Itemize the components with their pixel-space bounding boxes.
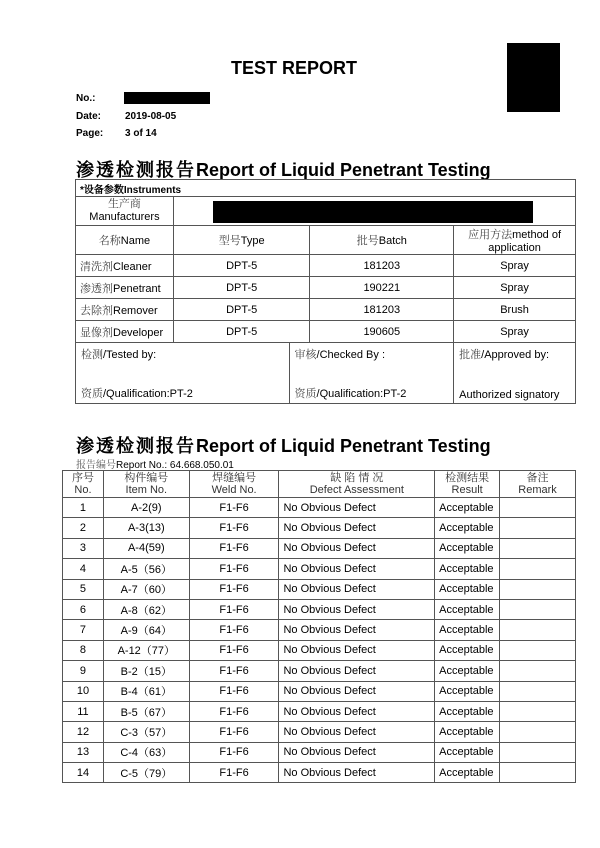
row-result: Acceptable: [435, 620, 500, 640]
col-remark-zh: 备注: [526, 472, 549, 484]
instrument-method: Spray: [454, 321, 576, 343]
table-row: [63, 579, 576, 599]
row-defect: No Obvious Defect: [279, 763, 435, 783]
col-defect: [279, 471, 435, 498]
row-item: A-5（56）: [103, 559, 189, 579]
row-weld: F1-F6: [189, 661, 279, 681]
row-defect: No Obvious Defect: [279, 661, 435, 681]
col-result: [435, 471, 500, 498]
meta-date: [76, 111, 176, 122]
instruments-table: [75, 179, 576, 404]
redacted-manufacturer: [213, 201, 533, 223]
tested-zh: 检测: [81, 349, 103, 361]
row-remark: [500, 742, 576, 762]
row-defect: No Obvious Defect: [279, 722, 435, 742]
row-result: Acceptable: [435, 742, 500, 762]
report-title: TEST REPORT: [230, 58, 357, 78]
row-item: B-4（61）: [103, 681, 189, 701]
col-result-en: Result: [451, 484, 483, 496]
row-weld: F1-F6: [189, 599, 279, 619]
row-result: Acceptable: [435, 538, 500, 558]
table-row: [63, 559, 576, 579]
instrument-type: DPT-5: [173, 321, 310, 343]
row-defect: No Obvious Defect: [279, 559, 435, 579]
instrument-row: [76, 255, 576, 277]
row-no: 4: [63, 559, 104, 579]
row-defect: No Obvious Defect: [279, 538, 435, 558]
row-no: 12: [63, 722, 104, 742]
row-item: C-3（57）: [103, 722, 189, 742]
meta-page: [76, 128, 157, 139]
table-row: [63, 742, 576, 762]
row-remark: [500, 640, 576, 660]
instruments-label: *设备参数Instruments: [76, 180, 576, 197]
col-name-zh: 名称: [98, 235, 121, 247]
row-no: 1: [63, 498, 104, 518]
row-defect: No Obvious Defect: [279, 579, 435, 599]
row-result: Acceptable: [435, 701, 500, 721]
row-defect: No Obvious Defect: [279, 620, 435, 640]
instrument-name-en: Developer: [113, 326, 164, 339]
approved-en: /Approved by:: [481, 349, 550, 361]
row-weld: F1-F6: [189, 620, 279, 640]
row-remark: [500, 579, 576, 599]
row-item: C-4（63）: [103, 742, 189, 762]
row-no: 6: [63, 599, 104, 619]
row-item: A-2(9): [103, 498, 189, 518]
col-item: [103, 471, 189, 498]
instrument-name-zh: 渗透剂: [80, 282, 113, 295]
col-defect-en: Defect Assessment: [309, 484, 404, 496]
col-defect-zh: 缺 陷 情 况: [330, 472, 384, 484]
checked-qualification: [295, 385, 407, 401]
row-no: 8: [63, 640, 104, 660]
page-value: 3 of 14: [125, 128, 157, 139]
col-remark: [500, 471, 576, 498]
instrument-row: [76, 299, 576, 321]
row-remark: [500, 701, 576, 721]
instrument-name: [76, 299, 174, 321]
row-defect: No Obvious Defect: [279, 701, 435, 721]
table-row: [63, 722, 576, 742]
row-weld: F1-F6: [189, 538, 279, 558]
col-type-zh: 型号: [218, 235, 241, 247]
table-row: [63, 518, 576, 538]
table-row: [63, 763, 576, 783]
col-remark-en: Remark: [518, 484, 557, 496]
row-item: A-3(13): [103, 518, 189, 538]
table-row: [63, 661, 576, 681]
page-label: Page:: [76, 128, 104, 139]
no-label: No.:: [76, 93, 96, 104]
col-batch-zh: 批号: [356, 235, 379, 247]
instrument-name-zh: 清洗剂: [80, 260, 113, 273]
instrument-type: DPT-5: [173, 277, 310, 299]
instrument-method: Brush: [454, 299, 576, 321]
section1-title-en: Report of Liquid Penetrant Testing: [196, 160, 491, 180]
approved-by-cell: [454, 343, 576, 404]
results-body: [63, 498, 576, 783]
col-no: [63, 471, 104, 498]
col-item-en: Item No.: [125, 484, 168, 496]
row-remark: [500, 518, 576, 538]
qual-zh: 资质: [294, 388, 317, 400]
row-item: B-2（15）: [103, 661, 189, 681]
instrument-batch: 181203: [310, 299, 454, 321]
approved-zh: 批准: [459, 349, 482, 361]
tested-qualification: [81, 385, 193, 401]
instrument-method: Spray: [454, 277, 576, 299]
row-weld: F1-F6: [189, 559, 279, 579]
row-no: 11: [63, 701, 104, 721]
col-method-zh: 应用方法: [468, 229, 513, 241]
row-item: A-7（60）: [103, 579, 189, 599]
date-label: Date:: [76, 111, 102, 122]
row-result: Acceptable: [435, 599, 500, 619]
instrument-name: [76, 321, 174, 343]
table-row: [63, 681, 576, 701]
row-no: 9: [63, 661, 104, 681]
row-weld: F1-F6: [189, 722, 279, 742]
instrument-row: [76, 277, 576, 299]
instrument-batch: 181203: [310, 255, 454, 277]
tested-by-cell: [76, 343, 290, 404]
tested-en: /Tested by:: [103, 349, 157, 361]
row-no: 13: [63, 742, 104, 762]
row-weld: F1-F6: [189, 681, 279, 701]
row-result: Acceptable: [435, 661, 500, 681]
section2-title-zh: 渗透检测报告: [76, 436, 196, 456]
redacted-report-number: [124, 92, 210, 104]
col-weld: [189, 471, 279, 498]
instrument-type: DPT-5: [173, 299, 310, 321]
report-no-zh: 报告编号: [76, 460, 116, 471]
row-item: A-4(59): [103, 538, 189, 558]
row-remark: [500, 620, 576, 640]
row-weld: F1-F6: [189, 518, 279, 538]
instrument-name-en: Remover: [113, 304, 158, 317]
col-no-en: No.: [74, 484, 92, 496]
row-item: A-9（64）: [103, 620, 189, 640]
instrument-method: Spray: [454, 255, 576, 277]
table-row: [63, 620, 576, 640]
manufacturers-cell: [76, 197, 174, 226]
row-defect: No Obvious Defect: [279, 498, 435, 518]
col-type: [173, 226, 310, 255]
col-batch-en: Batch: [378, 235, 407, 247]
row-defect: No Obvious Defect: [279, 742, 435, 762]
col-method-en: method of application: [488, 229, 562, 254]
row-result: Acceptable: [435, 722, 500, 742]
table-row: [63, 538, 576, 558]
qual-en: /Qualification:PT-2: [316, 388, 407, 400]
results-header-row: [63, 471, 576, 498]
row-result: Acceptable: [435, 681, 500, 701]
col-no-zh: 序号: [71, 472, 94, 484]
manufacturers-en: Manufacturers: [89, 211, 160, 223]
row-no: 14: [63, 763, 104, 783]
section1-title-zh: 渗透检测报告: [76, 160, 196, 180]
col-batch: [310, 226, 454, 255]
section2-title-en: Report of Liquid Penetrant Testing: [196, 436, 491, 456]
report-number: [76, 456, 234, 471]
results-table: [62, 470, 576, 783]
row-no: 5: [63, 579, 104, 599]
col-result-zh: 检测结果: [445, 472, 490, 484]
checked-by-cell: [289, 343, 454, 404]
table-row: [63, 599, 576, 619]
col-type-en: Type: [240, 235, 265, 247]
row-item: A-12（77）: [103, 640, 189, 660]
col-weld-zh: 焊缝编号: [212, 472, 257, 484]
row-weld: F1-F6: [189, 763, 279, 783]
instrument-name: [76, 277, 174, 299]
authorized-signatory: Authorized signatory: [459, 389, 560, 401]
row-remark: [500, 763, 576, 783]
manufacturers-value: [173, 197, 575, 226]
instrument-type: DPT-5: [173, 255, 310, 277]
row-remark: [500, 599, 576, 619]
col-weld-en: Weld No.: [211, 484, 257, 496]
instrument-name: [76, 255, 174, 277]
instruments-header-row: [76, 226, 576, 255]
row-result: Acceptable: [435, 579, 500, 599]
meta-no: [76, 93, 125, 104]
row-item: A-8（62）: [103, 599, 189, 619]
row-defect: No Obvious Defect: [279, 640, 435, 660]
instrument-name-en: Penetrant: [113, 282, 161, 295]
row-defect: No Obvious Defect: [279, 518, 435, 538]
table-row: [63, 498, 576, 518]
row-result: Acceptable: [435, 559, 500, 579]
qual-zh: 资质: [81, 388, 103, 400]
col-method: [454, 226, 576, 255]
instrument-name-zh: 去除剂: [80, 304, 113, 317]
row-no: 2: [63, 518, 104, 538]
row-result: Acceptable: [435, 498, 500, 518]
instrument-batch: 190605: [310, 321, 454, 343]
row-defect: No Obvious Defect: [279, 599, 435, 619]
section2-title: [76, 432, 491, 458]
row-no: 7: [63, 620, 104, 640]
instrument-batch: 190221: [310, 277, 454, 299]
instrument-row: [76, 321, 576, 343]
row-item: C-5（79）: [103, 763, 189, 783]
instrument-name-en: Cleaner: [113, 260, 152, 273]
row-weld: F1-F6: [189, 498, 279, 518]
row-remark: [500, 498, 576, 518]
manufacturers-zh: 生产商: [107, 198, 141, 210]
col-name: [76, 226, 174, 255]
table-row: [63, 640, 576, 660]
row-weld: F1-F6: [189, 701, 279, 721]
instrument-name-zh: 显像剂: [80, 326, 113, 339]
signature-row: [76, 343, 576, 404]
row-result: Acceptable: [435, 763, 500, 783]
row-result: Acceptable: [435, 640, 500, 660]
col-name-en: Name: [120, 235, 151, 247]
report-no-en: Report No.: 64.668.050.01: [116, 460, 234, 471]
row-remark: [500, 559, 576, 579]
checked-en: /Checked By :: [316, 349, 386, 361]
row-remark: [500, 661, 576, 681]
row-result: Acceptable: [435, 518, 500, 538]
row-no: 10: [63, 681, 104, 701]
row-remark: [500, 722, 576, 742]
checked-zh: 审核: [294, 349, 317, 361]
row-weld: F1-F6: [189, 742, 279, 762]
row-weld: F1-F6: [189, 640, 279, 660]
row-remark: [500, 538, 576, 558]
table-row: [63, 701, 576, 721]
row-weld: F1-F6: [189, 579, 279, 599]
row-defect: No Obvious Defect: [279, 681, 435, 701]
col-item-zh: 构件编号: [124, 472, 169, 484]
qual-en: /Qualification:PT-2: [103, 388, 193, 400]
row-remark: [500, 681, 576, 701]
row-item: B-5（67）: [103, 701, 189, 721]
row-no: 3: [63, 538, 104, 558]
date-value: 2019-08-05: [125, 111, 177, 122]
